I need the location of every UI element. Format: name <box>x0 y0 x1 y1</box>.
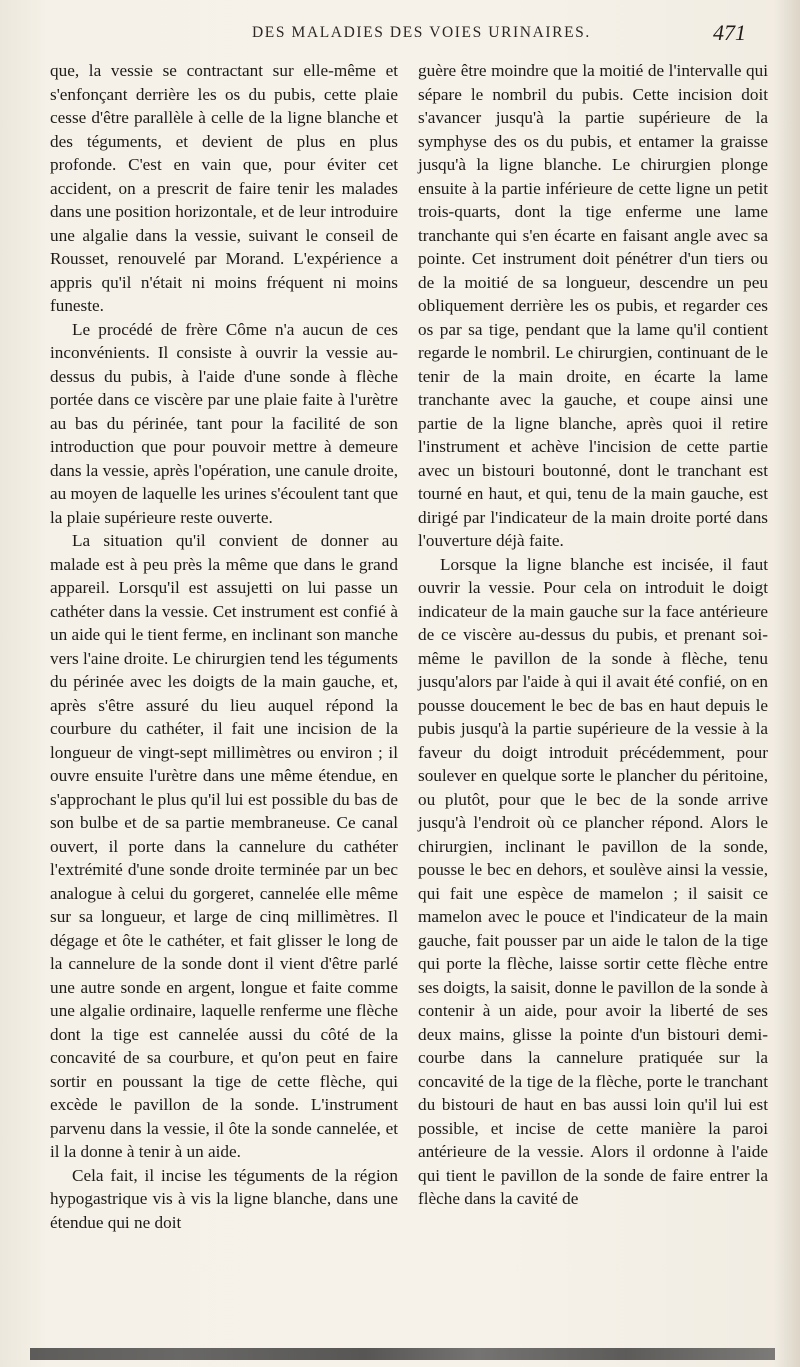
running-head <box>0 20 800 56</box>
paragraph: que, la vessie se contractant sur elle-même et s'enfonçant derrière les os du pubis, cette plaie cesse d'être parallèle à celle de la ligne blanche et des téguments, et devient de plus en plus profonde. C'est en vain que, pour éviter cet accident, on a prescrit de faire tenir les malades dans une position horizontale, et de leur introduire une algalie dans la vessie, suivant le conseil de Rousset, renouvelé par Morand. L'expérience a appris qu'il n'était ni moins fréquent ni moins funeste. <box>50 61 398 315</box>
paragraph: Lorsque la ligne blanche est incisée, il faut ouvrir la vessie. Pour cela on introduit le doigt indicateur de la main gauche sur la face antérieure de ce viscère au-dessus du pubis, et prenant soi-même le pavillon de la sonde à flèche, tenu jusqu'alors par l'aide à qui il avait été confié, on en pousse doucement le bec de bas en haut depuis le pubis jusqu'à la partie supérieure de la vessie à la faveur du doigt introduit précédemment, pour soulever en quelque sorte le plancher du péritoine, ou plutôt, pour que le bec de la sonde arrive jusqu'à l'endroit où ce plancher répond. Alors le chirurgien, inclinant le pavillon de la sonde, pousse le bec en dehors, et soulève ainsi la vessie, qui fait une espèce de mamelon ; il saisit ce mamelon avec le pouce et l'indicateur de la main gauche, fait pousser par un aide le talon de la tige qui porte la flèche, laisse sortir cette flèche entre ses doigts, la saisit, donne le pavillon de la sonde à contenir à un aide, pour avoir la liberté de ses deux mains, glisse la pointe d'un bistouri demi-courbe dans la cannelure pratiquée sur la concavité de la tige de la flèche, porte le tranchant du bistouri de haut en bas aussi loin qu'il lui est possible, et incise de cette manière la paroi antérieure de la vessie. Alors il ordonne à l'aide qui tient le pavillon de la sonde de faire entrer la flèche dans la cavité de <box>418 554 768 1208</box>
paragraph: guère être moindre que la moitié de l'intervalle qui sépare le nombril du pubis. Cette incision doit s'avancer jusqu'à la partie supérieure de la symphyse des os du pubis, et entamer la graisse jusqu'à la ligne blanche. Le chirurgien plonge ensuite à la partie inférieure de cette ligne un petit trois-quarts, dont la tige enferme une lame tranchante qui s'en écarte en faisant angle avec sa pointe. Cet instrument doit pénétrer d'un tiers ou de la moitié de sa longueur, descendre un peu obliquement derrière les os pubis, et regarder ces os par sa tige, pendant que la lame qu'il contient regarde le nombril. Le chirurgien, continuant de le tenir de la main droite, en écarte la lame tranchante avec la gauche, et coupe ainsi une partie de la ligne blanche, après quoi il retire l'instrument et achève l'incision de cette partie avec un bistouri boutonné, dont le tranchant est tourné en haut, et qui, tenu de la main gauche, est dirigé par l'indicateur de la main droite porté dans l'ouverture déjà faite. <box>418 61 768 550</box>
paragraph: Cela fait, il incise les téguments de la région hypogastrique vis à vis la ligne blanche, dans une étendue qui ne doit <box>50 1165 398 1232</box>
right-column <box>418 59 768 1211</box>
paragraph: La situation qu'il convient de donner au malade est à peu près la même que dans le grand appareil. Lorsqu'il est assujetti on lui passe un cathéter dans la vessie. Cet instrument est confié à un aide qui le tient ferme, en inclinant son manche vers l'aine droite. Le chirurgien tend les téguments du périnée avec les doigts de la main gauche, et, après s'être assuré du lieu auquel répond la courbure du cathéter, il fait une incision de la longueur de vingt-sept millimètres ou environ ; il ouvre ensuite l'urètre dans une même étendue, en s'approchant le plus qu'il lui est possible du bas de son bulbe et de sa partie membraneuse. Ce canal ouvert, il porte dans la cannelure du cathéter l'extrémité d'une sonde droite terminée par un bec analogue à celui du gorgeret, cannelée elle même sur sa longueur, et large de cinq millimètres. Il dégage et ôte le cathéter, et fait glisser le long de la cannelure de la sonde dont il vient d'être parlé une autre sonde en argent, longue et faite comme une algalie ordinaire, laquelle renferme une flèche dont la tige est cannelée aussi du côté de la concavité de sa courbure, et qu'on peut en faire sortir en poussant la tige de cette flèche, qui excède le pavillon de la sonde. L'instrument parvenu dans la vessie, il ôte la sonde cannelée, et il la donne à tenir à un aide. <box>50 531 398 1161</box>
page-edge-shadow <box>774 0 800 1367</box>
paragraph: Le procédé de frère Côme n'a aucun de ces inconvénients. Il consiste à ouvrir la vessie au-dessus du pubis, à l'aide d'une sonde à flèche portée dans ce viscère par une plaie faite à l'urètre au bas du périnée, tant pour la facilité de son introduction que pour pouvoir mettre à demeure dans la vessie, après l'opération, une canule droite, au moyen de laquelle les urines s'écoulent tant que la plaie supérieure reste ouverte. <box>50 319 398 527</box>
left-column <box>50 59 398 1234</box>
running-title: DES MALADIES DES VOIES URINAIRES. <box>252 24 591 41</box>
scan-bottom-bar <box>30 1348 775 1360</box>
page-number: 471 <box>713 20 746 45</box>
